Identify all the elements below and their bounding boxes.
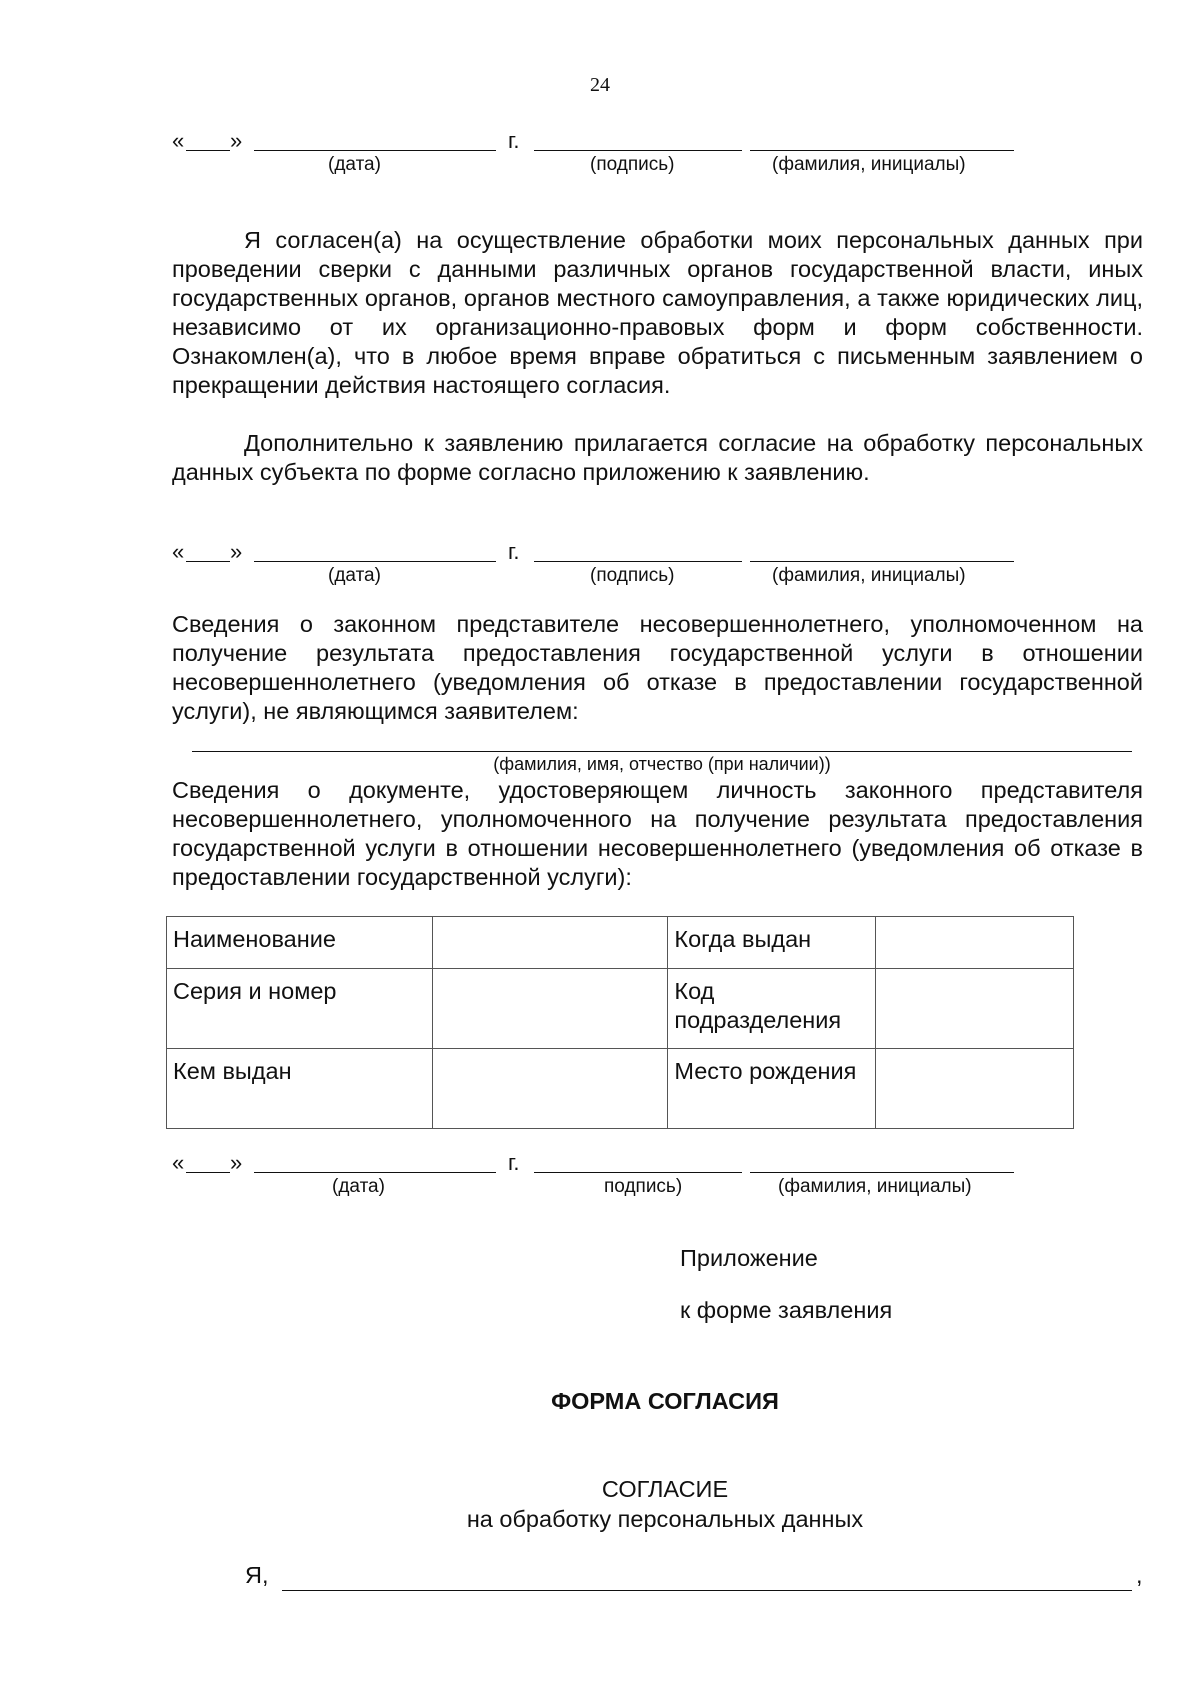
representative-name-line [192, 751, 1132, 752]
signature-blank-line [534, 1172, 742, 1173]
full-name-blank-line [282, 1590, 1132, 1591]
value-issue-date[interactable] [876, 917, 1074, 969]
value-series-number[interactable] [432, 969, 668, 1049]
name-blank-line [750, 1172, 1014, 1173]
consent-title-block [0, 1474, 1200, 1534]
caption-signature: (подпись) [590, 154, 675, 175]
day-blank-line [186, 561, 230, 562]
quote-open: « [172, 539, 185, 564]
form-title: ФОРМА СОГЛАСИЯ [551, 1388, 779, 1414]
appendix-label: Приложение [680, 1245, 818, 1271]
appendix-subtitle: к форме заявления [680, 1297, 893, 1323]
consent-subtitle: на обработку персональных данных [466, 1506, 864, 1532]
additional-paragraph: Дополнительно к заявлению прилагается согласие на обработку персональных данных субъекта по форме согласно приложению к заявлению. [172, 430, 1143, 485]
signature-block-2 [172, 539, 1032, 595]
year-suffix: г. [508, 128, 520, 153]
label-series-number: Серия и номер [167, 969, 433, 1049]
name-blank-line [750, 150, 1014, 151]
year-suffix: г. [508, 1150, 520, 1175]
signature-blank-line [534, 150, 742, 151]
name-blank-line [750, 561, 1014, 562]
representative-paragraph: Сведения о законном представителе несовершеннолетнего, уполномоченном на получение результата предоставления государственной услуги в отношении несовершеннолетнего (уведомления об отказе в предоставлении государственной услуги), не являющимся заявителем: [172, 611, 1143, 724]
quote-close: » [230, 128, 243, 153]
signature-blank-line [534, 561, 742, 562]
table-row [167, 1049, 1074, 1129]
quote-open: « [172, 128, 185, 153]
day-blank-line [186, 1172, 230, 1173]
caption-date: (дата) [332, 1176, 385, 1197]
day-blank-line [186, 150, 230, 151]
table-row [167, 917, 1074, 969]
date-blank-line [254, 1172, 496, 1173]
caption-date: (дата) [328, 565, 381, 586]
ya-suffix: , [1136, 1562, 1143, 1588]
caption-signature: подпись) [604, 1176, 683, 1197]
value-name[interactable] [432, 917, 668, 969]
label-birthplace: Место рождения [668, 1049, 876, 1129]
document-paragraph: Сведения о документе, удостоверяющем личность законного представителя несовершеннолетнего, уполномоченного на получение результата предоставления государственной услуги в отношении несовершеннолетнего (уведомления об отказе в предоставлении государственной услуги): [172, 777, 1143, 890]
representative-caption: (фамилия, имя, отчество (при наличии)) [493, 754, 831, 774]
caption-date: (дата) [328, 154, 381, 175]
quote-close: » [230, 1150, 243, 1175]
value-birthplace[interactable] [876, 1049, 1074, 1129]
caption-name: (фамилия, инициалы) [772, 154, 966, 175]
quote-open: « [172, 1150, 185, 1175]
ya-prefix: Я, [245, 1562, 269, 1588]
signature-block-3 [172, 1150, 1032, 1206]
caption-signature: (подпись) [590, 565, 675, 586]
date-blank-line [254, 150, 496, 151]
label-issued-by: Кем выдан [167, 1049, 433, 1129]
year-suffix: г. [508, 539, 520, 564]
label-division-code: Код подразделения [668, 969, 876, 1049]
value-issued-by[interactable] [432, 1049, 668, 1129]
caption-name: (фамилия, инициалы) [772, 565, 966, 586]
label-issue-date: Когда выдан [668, 917, 876, 969]
caption-name: (фамилия, инициалы) [778, 1176, 972, 1197]
quote-close: » [230, 539, 243, 564]
consent-title: СОГЛАСИЕ [601, 1476, 729, 1502]
consent-paragraph: Я согласен(а) на осуществление обработки моих персональных данных при проведении сверки с данными различных органов государственной власти, иных государственных органов, органов местного самоуправления, а также юридических лиц, независимо от их организационно-правовых форм и форм собственности. Ознакомлен(а), что в любое время вправе обратиться с письменным заявлением о прекращении действия настоящего согласия. [172, 227, 1143, 398]
label-name: Наименование [167, 917, 433, 969]
signature-block-1 [172, 128, 1032, 184]
date-blank-line [254, 561, 496, 562]
page-number: 24 [590, 74, 610, 96]
table-row [167, 969, 1074, 1049]
value-division-code[interactable] [876, 969, 1074, 1049]
document-table [166, 916, 1074, 1129]
